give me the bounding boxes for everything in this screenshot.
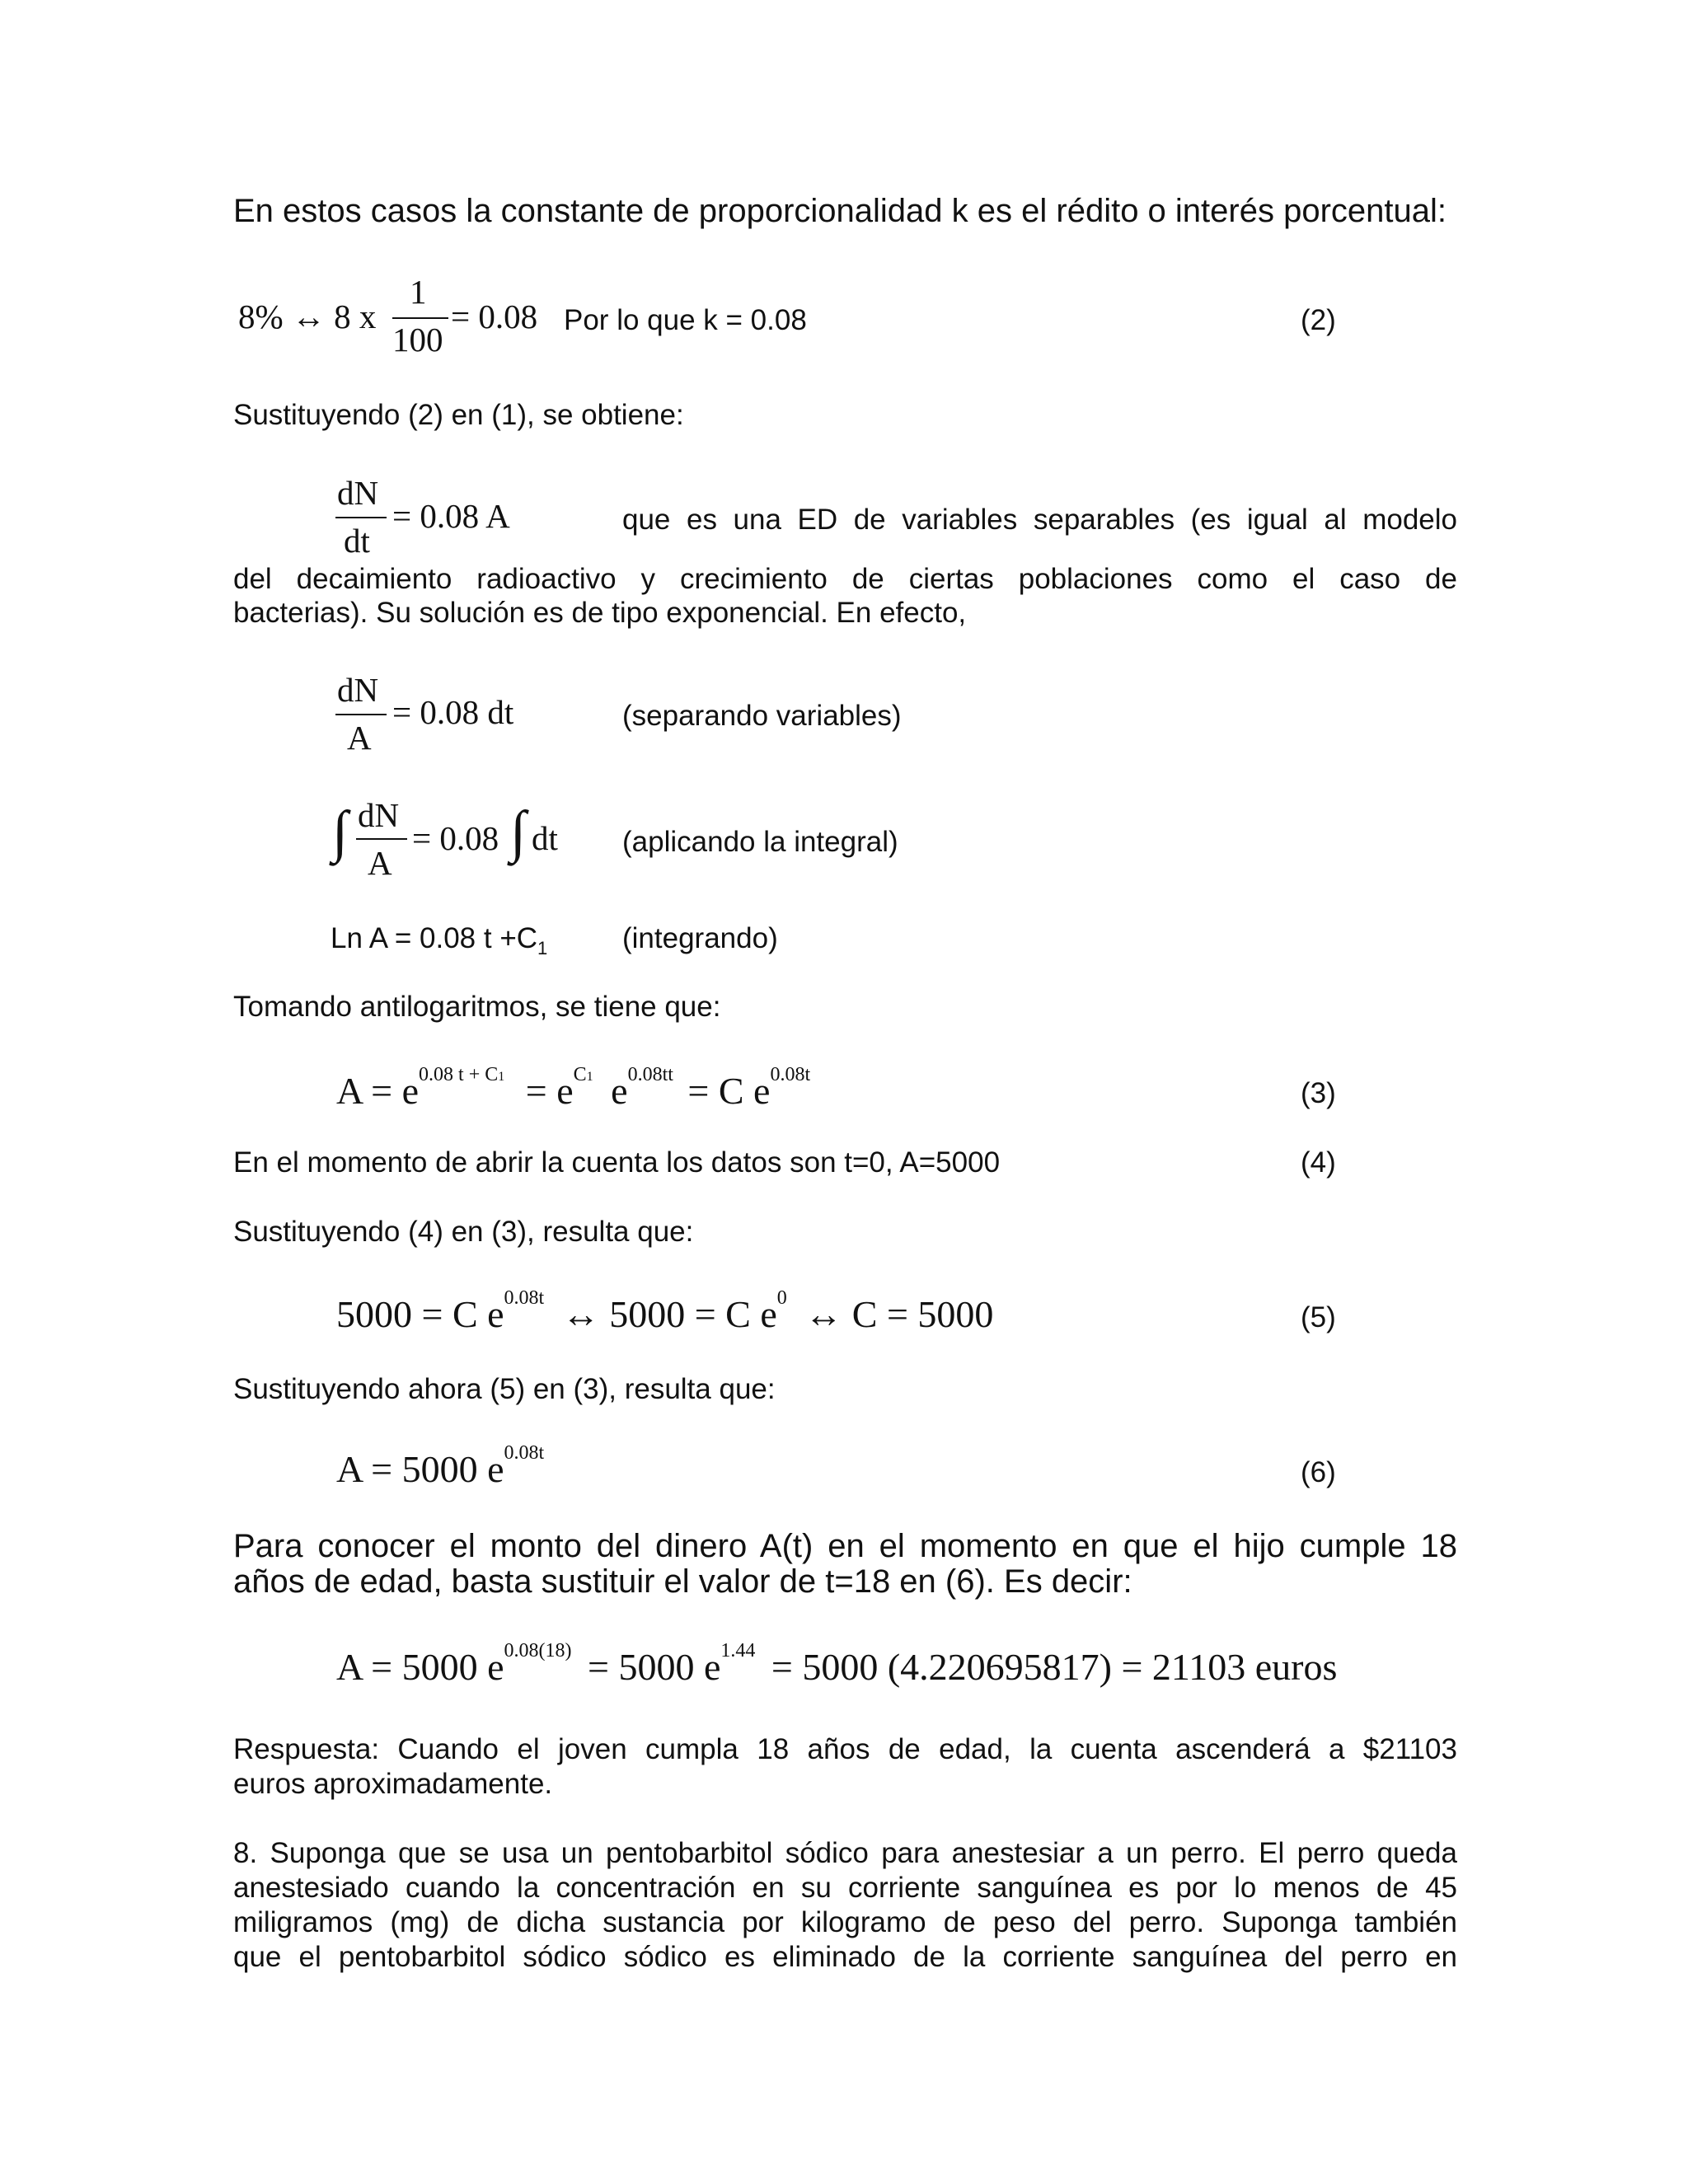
eq5-b-exponent: 0 <box>776 1287 787 1309</box>
ode-fraction-bar <box>335 517 387 518</box>
eq6-a: A = 5000 e <box>336 1448 504 1490</box>
eq3-tag: (3) <box>1301 1077 1336 1109</box>
ln-note: (integrando) <box>622 922 778 954</box>
eq2-denominator: 100 <box>392 321 443 359</box>
eq5-c: ↔ C = 5000 <box>804 1293 994 1335</box>
ode-numerator: dN <box>337 474 379 512</box>
eq5-a-exponent: 0.08t <box>504 1287 545 1309</box>
equation-5 <box>336 1287 994 1336</box>
ode-denominator: dt <box>344 522 370 560</box>
eq4-tag: (4) <box>1301 1146 1336 1179</box>
paragraph-1-line-3: bacterias). Su solución es de tipo exponencial. En efecto, <box>233 597 967 629</box>
paragraph-1-line-2: del decaimiento radioactivo y crecimiento de ciertas poblaciones como el caso de <box>233 563 1457 595</box>
eq7-c: = 5000 (4.220695817) = 21103 euros <box>771 1646 1338 1688</box>
answer-line-2: euros aproximadamente. <box>233 1768 553 1800</box>
momento-text: En el momento de abrir la cuenta los datos son t=0, A=5000 <box>233 1146 1001 1179</box>
sep-rhs: = 0.08 dt <box>392 693 514 731</box>
integral-sign-left: ∫ <box>332 800 349 864</box>
eq3-c-exponent: 0.08tt <box>627 1064 673 1085</box>
eq3-a-exponent: 0.08 t + C <box>419 1064 499 1085</box>
ln-equation <box>331 921 547 956</box>
integ-denominator: A <box>368 844 392 882</box>
substitution-text-2: Sustituyendo (4) en (3), resulta que: <box>233 1216 694 1248</box>
integ-note: (aplicando la integral) <box>622 826 898 858</box>
substitution-text-1: Sustituyendo (2) en (1), se obtiene: <box>233 399 684 431</box>
integ-mid: = 0.08 <box>412 819 499 857</box>
eq3-b-exponent: C <box>573 1064 587 1085</box>
sep-fraction-bar <box>335 714 387 715</box>
eq2-note: Por lo que k = 0.08 <box>564 304 807 336</box>
eq6-tag: (6) <box>1301 1456 1336 1488</box>
sep-numerator: dN <box>337 671 379 709</box>
eq5-tag: (5) <box>1301 1301 1336 1333</box>
eq7-a-exponent: 0.08(18) <box>504 1640 572 1661</box>
ode-description: que es una ED de variables separables (es igual al modelo <box>622 504 1457 536</box>
equation-7 <box>336 1640 1338 1689</box>
eq7-a: A = 5000 e <box>336 1646 504 1688</box>
eq3-d: = C e <box>687 1070 771 1112</box>
sep-denominator: A <box>347 719 372 757</box>
problem-8-line-2: anestesiado cuando la concentración en su corriente sanguínea es por lo menos de 45 <box>233 1872 1457 1904</box>
eq3-a-exponent-sub: 1 <box>498 1070 505 1084</box>
eq2-lhs: 8% ↔ 8 x <box>238 298 377 335</box>
eq3-b: = e <box>525 1070 574 1112</box>
ode-rhs: = 0.08 A <box>392 497 510 535</box>
paragraph-2-line-1: Para conocer el monto del dinero A(t) en el momento en que el hijo cumple 18 <box>233 1528 1457 1564</box>
eq2-rhs: = 0.08 <box>451 298 538 335</box>
eq2-fraction-bar <box>392 317 448 319</box>
eq6-a-exponent: 0.08t <box>504 1442 545 1464</box>
equation-6 <box>336 1442 545 1491</box>
eq7-b-exponent: 1.44 <box>720 1640 756 1661</box>
ln-subscript: 1 <box>537 938 548 958</box>
integ-fraction-bar <box>356 838 407 840</box>
eq3-d-exponent: 0.08t <box>770 1064 811 1085</box>
substitution-text-3: Sustituyendo ahora (5) en (3), resulta que: <box>233 1373 776 1405</box>
integral-sign-right: ∫ <box>510 800 527 864</box>
integ-rhs: dt <box>532 819 558 857</box>
answer-line-1: Respuesta: Cuando el joven cumpla 18 años de edad, la cuenta ascenderá a $21103 <box>233 1733 1457 1765</box>
eq5-a: 5000 = C e <box>336 1293 504 1335</box>
eq2-tag: (2) <box>1301 304 1336 336</box>
problem-8-line-4: que el pentobarbitol sódico sódico es eliminado de la corriente sanguínea del perro en <box>233 1941 1457 1973</box>
sep-note: (separando variables) <box>622 700 902 732</box>
eq5-b: ↔ 5000 = C e <box>561 1293 777 1335</box>
intro-text: En estos casos la constante de proporcionalidad k es el rédito o interés porcentual: <box>233 193 1447 229</box>
paragraph-2-line-2: años de edad, basta sustituir el valor de t=18 en (6). Es decir: <box>233 1563 1132 1600</box>
integ-numerator: dN <box>358 796 400 834</box>
problem-8-line-3: miligramos (mg) de dicha sustancia por kilogramo de peso del perro. Suponga también <box>233 1906 1457 1938</box>
eq3-c: e <box>611 1070 628 1112</box>
eq3-a: A = e <box>336 1070 420 1112</box>
eq2-numerator: 1 <box>410 273 427 311</box>
problem-8-line-1: 8. Suponga que se usa un pentobarbitol sódico para anestesiar a un perro. El perro queda <box>233 1837 1457 1869</box>
equation-3 <box>336 1064 811 1113</box>
ln-main: Ln A = 0.08 t +C <box>331 922 538 954</box>
antilog-text: Tomando antilogaritmos, se tiene que: <box>233 991 721 1023</box>
eq7-b: = 5000 e <box>588 1646 721 1688</box>
eq3-b-exponent-sub: 1 <box>586 1070 593 1084</box>
